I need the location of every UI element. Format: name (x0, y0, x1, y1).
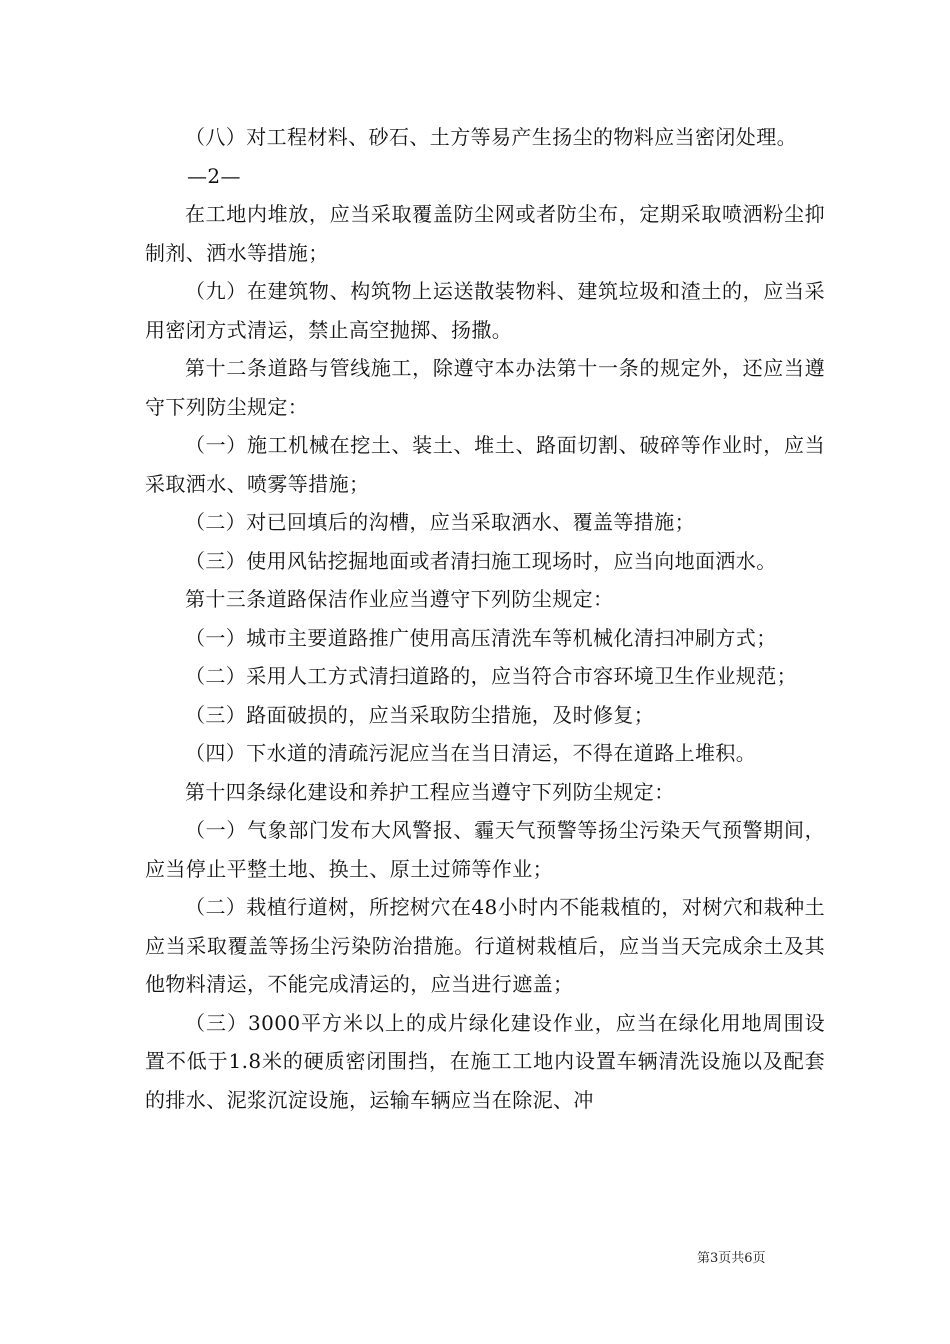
paragraph-article-14-item-3: （三）3000平方米以上的成片绿化建设作业，应当在绿化用地周围设置不低于1.8米的硬质密闭围挡，在施工工地内设置车辆清洗设施以及配套的排水、泥浆沉淀设施，运输车辆应当在除泥、冲 (145, 1010, 825, 1112)
paragraph-article-13-item-1: （一）城市主要道路推广使用高压清洗车等机械化清扫冲刷方式； (185, 625, 777, 650)
paragraph-article-13-item-4: （四）下水道的清疏污泥应当在当日清运，不得在道路上堆积。 (185, 741, 757, 765)
document-body (145, 118, 825, 1119)
paragraph-article-12-item-2: （二）对已回填后的沟槽，应当采取洒水、覆盖等措施； (185, 510, 695, 534)
paragraph-item-8: （八）对工程材料、砂石、土方等易产生扬尘的物料应当密闭处理。 (185, 125, 797, 149)
paragraph-article-13-item-2: （二）采用人工方式清扫道路的，应当符合市容环境卫生作业规范； (185, 664, 797, 688)
paragraph-item-9: （九）在建筑物、构筑物上运送散装物料、建筑垃圾和渣土的，应当采用密闭方式清运，禁止高空抛掷、扬撒。 (145, 279, 825, 342)
paragraph-article-14: 第十四条绿化建设和养护工程应当遵守下列防尘规定： (185, 779, 675, 804)
paragraph-article-14-item-1: （一）气象部门发布大风警报、霾天气预警等扬尘污染天气预警期间，应当停止平整土地、换土、原土过筛等作业； (145, 818, 825, 881)
paragraph-article-14-item-2: （二）栽植行道树，所挖树穴在48小时内不能栽植的，对树穴和栽种土应当采取覆盖等扬尘污染防治措施。行道树栽植后，应当当天完成余土及其他物料清运，不能完成清运的，应当进行遮盖； (145, 895, 825, 996)
paragraph-article-13: 第十三条道路保洁作业应当遵守下列防尘规定： (185, 587, 614, 611)
paragraph-article-12-item-1: （一）施工机械在挖土、装土、堆土、路面切割、破碎等作业时，应当采取洒水、喷雾等措施； (145, 433, 825, 496)
paragraph-article-12: 第十二条道路与管线施工，除遵守本办法第十一条的规定外，还应当遵守下列防尘规定： (145, 356, 825, 419)
paragraph-stacking: 在工地内堆放，应当采取覆盖防尘网或者防尘布，定期采取喷洒粉尘抑制剂、洒水等措施； (145, 202, 825, 265)
paragraph-article-12-item-3: （三）使用风钻挖掘地面或者清扫施工现场时，应当向地面洒水。 (185, 548, 777, 573)
page-marker: —2— (187, 163, 241, 188)
page-number-footer: 第3页共6页 (697, 1251, 766, 1266)
paragraph-article-13-item-3: （三）路面破损的，应当采取防尘措施，及时修复； (185, 702, 655, 727)
